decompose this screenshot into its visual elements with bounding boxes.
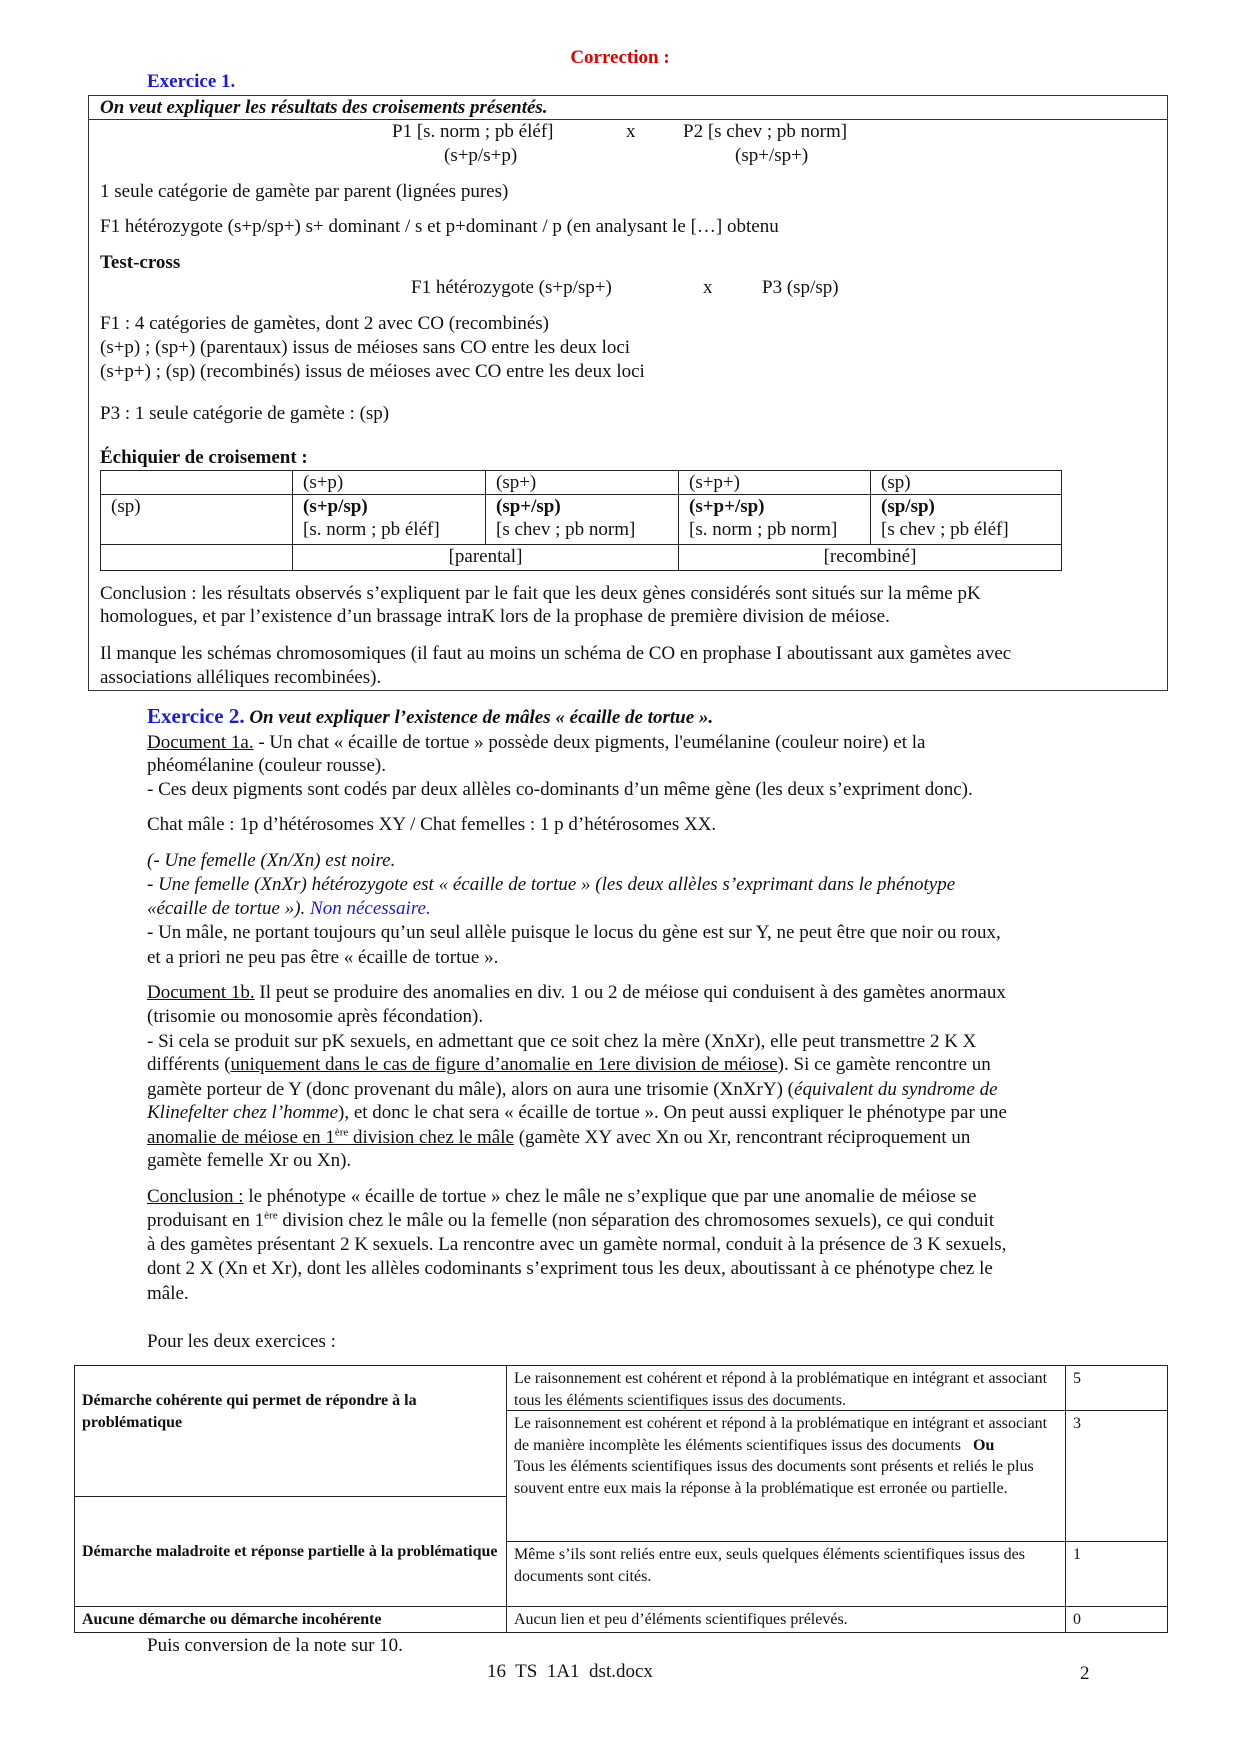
text-line: 1 seule catégorie de gamète par parent (lignées pures) [100, 181, 509, 202]
text: Klinefelter chez l’homme [147, 1102, 339, 1123]
grid-cell [293, 495, 486, 545]
criterion-cell: Démarche maladroite et réponse partielle à la problématique [74, 1496, 507, 1607]
text-line [147, 1101, 1007, 1125]
grid-cell [486, 495, 679, 545]
group-parental: [parental] [293, 545, 679, 571]
criterion-cell: Aucune démarche ou démarche incohérente [74, 1606, 507, 1633]
exercise-2-question: On veut expliquer l’existence de mâles « écaille de tortue ». [249, 707, 714, 728]
genotype: (sp/sp) [881, 496, 935, 517]
doc-label: Document 1b. [147, 982, 255, 1003]
text-line: (s+p) ; (sp+) (parentaux) issus de méioses sans CO entre les deux loci [100, 337, 631, 358]
text-line: - Si cela se produit sur pK sexuels, en admettant que ce soit chez la mère (XnXr), elle peut transmettre 2 K X [147, 1031, 977, 1052]
phenotype: [s. norm ; pb norm] [689, 519, 838, 540]
text-line: dont 2 X (Xn et Xr), dont les allèles codominants s’expriment tous les deux, aboutissant à ce phénotype chez le [147, 1258, 993, 1279]
page-title: Correction : [570, 47, 670, 68]
grid-cell: (sp+) [486, 471, 679, 495]
grid-cell [101, 545, 293, 571]
text: produisant en 1 [147, 1210, 265, 1231]
text-line: (- Une femelle (Xn/Xn) est noire. [147, 850, 396, 871]
score-cell: 5 [1065, 1365, 1168, 1411]
page-number: 2 [1080, 1663, 1090, 1684]
text: ), et donc le chat sera « écaille de tortue ». On peut aussi expliquer le phénotype par une [338, 1102, 1007, 1123]
exercise-1-question: On veut expliquer les résultats des croisements présentés. [100, 97, 548, 118]
phenotype: [s chev ; pb norm] [496, 519, 636, 540]
p2-genotype: (sp+/sp+) [735, 145, 809, 166]
text-line: Chat mâle : 1p d’hétérosomes XY / Chat femelles : 1 p d’hétérosomes XX. [147, 814, 717, 835]
text-line: Conclusion : les résultats observés s’expliquent par le fait que les deux gènes considérés sont situés sur la même pK [100, 583, 981, 604]
testcross-p3: P3 (sp/sp) [762, 277, 839, 298]
testcross-f1: F1 hétérozygote (s+p/sp+) [411, 277, 612, 298]
text-line: à des gamètes présentant 2 K sexuels. La rencontre avec un gamète normal, conduit à la présence de 3 K sexuels, [147, 1234, 1007, 1255]
text-line [147, 981, 1006, 1005]
text-line: - Un mâle, ne portant toujours qu’un seul allèle puisque le locus du gène est sur Y, ne peut être que noir ou roux, [147, 922, 1001, 943]
text-line: (trisomie ou monosomie après fécondation). [147, 1006, 484, 1027]
superscript: ère [334, 1126, 349, 1139]
text: Il peut se produire des anomalies en div. 1 ou 2 de méiose qui conduisent à des gamètes anormaux [254, 982, 1006, 1003]
footer-filename: 16 TS 1A1 dst.docx [487, 1661, 653, 1682]
crossing-grid [100, 470, 1062, 571]
text: différents ( [147, 1054, 231, 1075]
text-line [147, 1209, 994, 1233]
text-line [147, 1185, 976, 1209]
criterion-cell: Démarche cohérente qui permet de répondre à la problématique [74, 1365, 507, 1497]
grid-cell: (sp) [871, 471, 1062, 495]
exercise-2-title: Exercice 2. [147, 704, 245, 728]
score-cell: 0 [1065, 1606, 1168, 1633]
exercise-1-title: Exercice 1. [147, 71, 236, 92]
text-line: F1 : 4 catégories de gamètes, dont 2 avec CO (recombinés) [100, 313, 549, 334]
group-recombined: [recombiné] [679, 545, 1062, 571]
text-line [147, 897, 431, 921]
superscript: ère [264, 1209, 278, 1222]
note-non-necessaire: Non nécessaire. [305, 898, 431, 919]
text-or: Ou [973, 1436, 995, 1454]
descriptor-cell: Le raisonnement est cohérent et répond à la problématique en intégrant et associant tous les éléments scientifiques issus des documents. [506, 1365, 1066, 1411]
text-line: P3 : 1 seule catégorie de gamète : (sp) [100, 403, 390, 424]
text: Tous les éléments scientifiques issus des documents sont présents et reliés le plus souvent entre eux mais la réponse à la problématique est erronée ou partielle. [514, 1458, 1034, 1497]
text-line: associations alléliques recombinées). [100, 667, 382, 688]
phenotype: [s. norm ; pb éléf] [303, 519, 440, 540]
text: le phénotype « écaille de tortue » chez le mâle ne s’explique que par une anomalie de méiose se [243, 1186, 977, 1207]
echiquier-heading: Échiquier de croisement : [100, 447, 308, 468]
grid-cell: (s+p+) [679, 471, 871, 495]
text-line: et a priori ne peu pas être « écaille de tortue ». [147, 947, 499, 968]
testcross-heading: Test-cross [100, 252, 181, 273]
cross-sign: x [703, 277, 713, 298]
text: division chez le mâle [348, 1127, 514, 1148]
grid-cell: (sp) [101, 495, 293, 545]
genotype: (s+p/sp) [303, 496, 368, 517]
text-line: - Une femelle (XnXr) hétérozygote est « écaille de tortue » (les deux allèles s’exprimant dans le phénotype [147, 874, 956, 895]
grid-header-row [101, 471, 1062, 495]
text: - Un chat « écaille de tortue » possède deux pigments, l'eumélanine (couleur noire) et la [253, 732, 926, 753]
text: (gamète XY avec Xn ou Xr, rencontrant réciproquement un [513, 1127, 971, 1148]
text-line: F1 hétérozygote (s+p/sp+) s+ dominant / s et p+dominant / p (en analysant le […] obtenu [100, 216, 779, 237]
p1-genotype: (s+p/s+p) [444, 145, 518, 166]
text: uniquement dans le cas de figure d’anomalie en 1ere division de méiose [230, 1054, 778, 1075]
parent-p1: P1 [s. norm ; pb éléf] [392, 121, 554, 142]
parent-p2: P2 [s chev ; pb norm] [683, 121, 848, 142]
grid-cell [679, 495, 871, 545]
descriptor-cell [506, 1410, 1066, 1542]
text: anomalie de méiose en 1 [147, 1127, 335, 1148]
grid-cell [871, 495, 1062, 545]
grid-cell [101, 471, 293, 495]
score-cell: 1 [1065, 1541, 1168, 1607]
text-line [147, 1078, 998, 1102]
text: «écaille de tortue »). [147, 898, 306, 919]
text-line: gamète femelle Xr ou Xn). [147, 1150, 352, 1171]
grading-outro: Puis conversion de la note sur 10. [147, 1635, 403, 1656]
text: équivalent du syndrome de [794, 1079, 998, 1100]
grading-intro: Pour les deux exercices : [147, 1331, 336, 1352]
text: Le raisonnement est cohérent et répond à la problématique en intégrant et associant de manière incomplète les éléments scientifiques issus des documents [514, 1415, 1048, 1454]
text: division chez le mâle ou la femelle (non séparation des chromosomes sexuels), ce qui conduit [277, 1210, 995, 1231]
text [147, 1127, 514, 1148]
text-line [147, 731, 925, 755]
score-cell: 3 [1065, 1410, 1168, 1542]
genotype: (s+p+/sp) [689, 496, 765, 517]
text-line: (s+p+) ; (sp) (recombinés) issus de méioses avec CO entre les deux loci [100, 361, 645, 382]
doc-label: Document 1a. [147, 732, 254, 753]
text-line: phéomélanine (couleur rousse). [147, 755, 386, 776]
conclusion-label: Conclusion : [147, 1186, 244, 1207]
grid-row [101, 495, 1062, 545]
text-line [147, 1053, 991, 1077]
descriptor-cell: Aucun lien et peu d’éléments scientifiques prélevés. [506, 1606, 1066, 1633]
text-line: - Ces deux pigments sont codés par deux allèles co-dominants d’un même gène (les deux s’expriment donc). [147, 779, 973, 800]
text-line: mâle. [147, 1283, 189, 1304]
text-line [147, 1126, 970, 1150]
grid-group-row [101, 545, 1062, 571]
text-line: Il manque les schémas chromosomiques (il faut au moins un schéma de CO en prophase I aboutissant aux gamètes avec [100, 643, 1012, 664]
phenotype: [s chev ; pb éléf] [881, 519, 1009, 540]
text: ). Si ce gamète rencontre un [777, 1054, 991, 1075]
text: gamète porteur de Y (donc provenant du mâle), alors on aura une trisomie (XnXrY) ( [147, 1079, 795, 1100]
cross-sign: x [626, 121, 636, 142]
grid-cell: (s+p) [293, 471, 486, 495]
exercise-2-heading [147, 704, 713, 730]
descriptor-cell: Même s’ils sont reliés entre eux, seuls quelques éléments scientifiques issus des documents sont cités. [506, 1541, 1066, 1607]
text-line: homologues, et par l’existence d’un brassage intraK lors de la prophase de première division de méiose. [100, 606, 890, 627]
genotype: (sp+/sp) [496, 496, 561, 517]
